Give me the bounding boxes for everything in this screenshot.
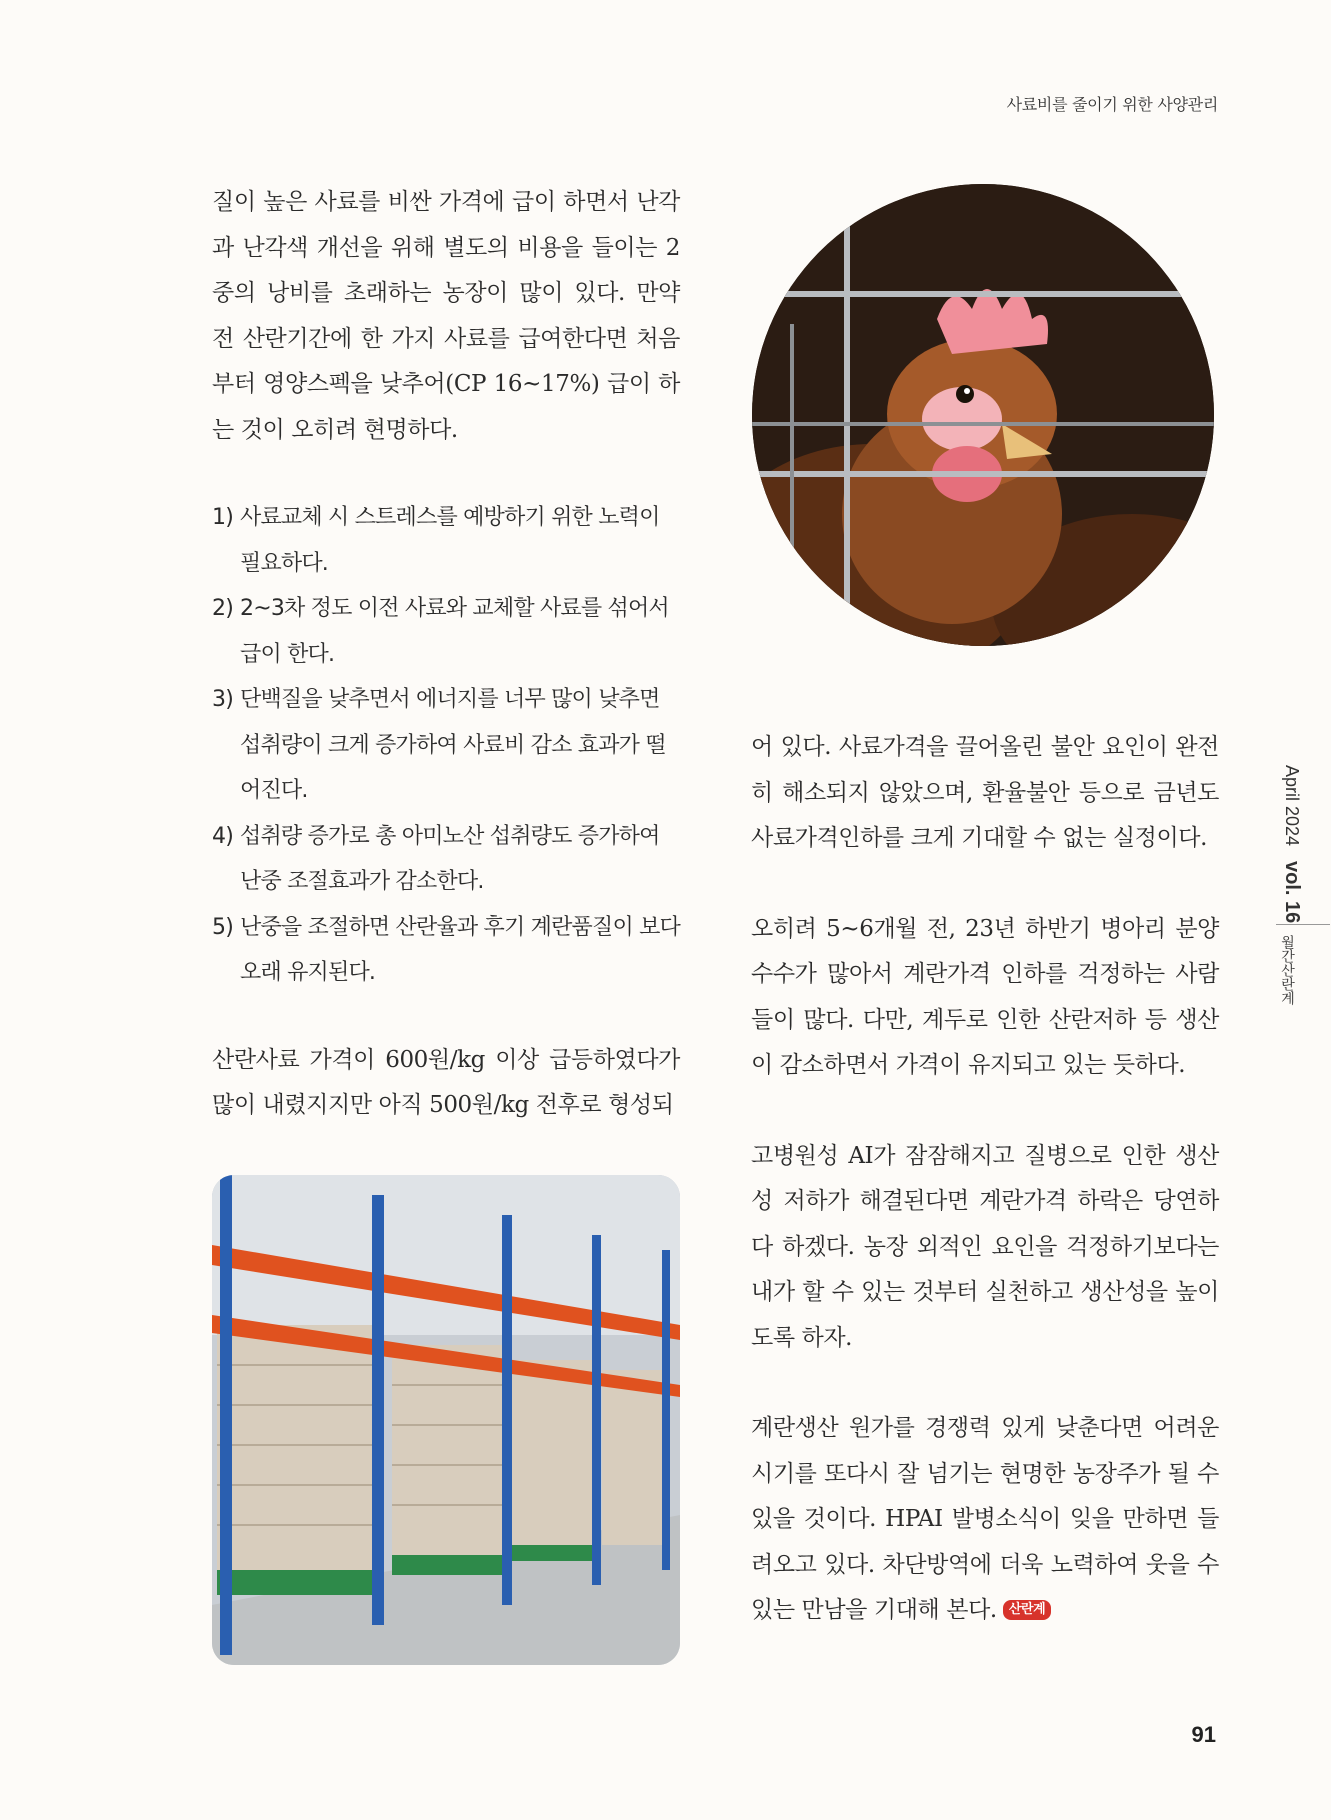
- right-column: [751, 725, 1219, 1634]
- intro-paragraph: 질이 높은 사료를 비싼 가격에 급이 하면서 난각과 난각색 개선을 위해 별도의 비용을 들이는 2중의 낭비를 초래하는 농장이 많이 있다. 만약 전 산란기간에 한 가지 사료를 급여한다면 처음부터 영양스펙을 낮추어(CP 16~17%) 급이 하는 것이 오히려 현명하다.: [212, 189, 680, 443]
- list-text: 사료교체 시 스트레스를 예방하기 위한 노력이 필요하다.: [240, 505, 660, 576]
- closing-paragraph: 산란사료 가격이 600원/kg 이상 급등하였다가 많이 내렸지지만 아직 500원/kg 전후로 형성되: [212, 1046, 680, 1118]
- magazine-end-logo: 산란계: [1003, 1600, 1051, 1620]
- list-item: [212, 677, 680, 814]
- right-paragraph-4: [751, 1406, 1219, 1634]
- list-item: [212, 814, 680, 905]
- right-paragraph-2: 오히려 5~6개월 전, 23년 하반기 병아리 분양수수가 많아서 계란가격 인하를 걱정하는 사람들이 많다. 다만, 계두로 인한 산란저하 등 생산이 감소하면서 가격이 유지되고 있는 듯하다.: [751, 915, 1219, 1078]
- list-number: 3): [212, 687, 233, 712]
- list-text: 단백질을 낮추면서 에너지를 너무 많이 낮추면 섭취량이 크게 증가하여 사료비 감소 효과가 떨어진다.: [240, 687, 666, 803]
- page-number: 91: [1191, 1722, 1216, 1747]
- list-number: 1): [212, 505, 233, 530]
- magazine-name: 월간산란계: [1279, 935, 1295, 1005]
- list-item: [212, 586, 680, 677]
- right-paragraph-4-text: 계란생산 원가를 경쟁력 있게 낮춘다면 어려운 시기를 또다시 잘 넘기는 현명한 농장주가 될 수 있을 것이다. HPAI 발병소식이 잊을 만하면 들려오고 있다. 차단방역에 더욱 노력하여 웃을 수 있는 만남을 기대해 본다.: [751, 1415, 1219, 1623]
- issue-volume: vol. 16: [1281, 861, 1303, 924]
- side-divider: [1276, 924, 1330, 925]
- tips-list: [212, 495, 680, 996]
- list-number: 5): [212, 914, 233, 940]
- list-text: 2~3차 정도 이전 사료와 교체할 사료를 섞어서 급이 한다.: [240, 596, 669, 667]
- list-item: [212, 495, 680, 586]
- egg-warehouse-photo: [212, 1175, 680, 1665]
- list-text: 섭취량 증가로 총 아미노산 섭취량도 증가하여 난중 조절효과가 감소한다.: [240, 823, 660, 894]
- right-paragraph-1: 어 있다. 사료가격을 끌어올린 불안 요인이 완전히 해소되지 않았으며, 환율불안 등으로 금년도 사료가격인하를 크게 기대할 수 없는 실정이다.: [751, 734, 1219, 851]
- chicken-photo: [752, 184, 1214, 646]
- list-number: 4): [212, 823, 233, 849]
- list-item: [212, 905, 680, 996]
- chicken-illustration: [752, 184, 1214, 646]
- running-header: 사료비를 줄이기 위한 사양관리: [1006, 95, 1218, 114]
- issue-date: April 2024: [1282, 765, 1302, 847]
- warehouse-illustration: [212, 1175, 680, 1665]
- list-text: 난중을 조절하면 산란율과 후기 계란품질이 보다 오래 유지된다.: [240, 914, 681, 985]
- list-number: 2): [212, 596, 233, 621]
- right-paragraph-3: 고병원성 AI가 잠잠해지고 질병으로 인한 생산성 저하가 해결된다면 계란가격 하락은 당연하다 하겠다. 농장 외적인 요인을 걱정하기보다는 내가 할 수 있는 것부터 실천하고 생산성을 높이도록 하자.: [751, 1142, 1219, 1351]
- left-column: [212, 180, 680, 1129]
- issue-tag: [1275, 765, 1303, 923]
